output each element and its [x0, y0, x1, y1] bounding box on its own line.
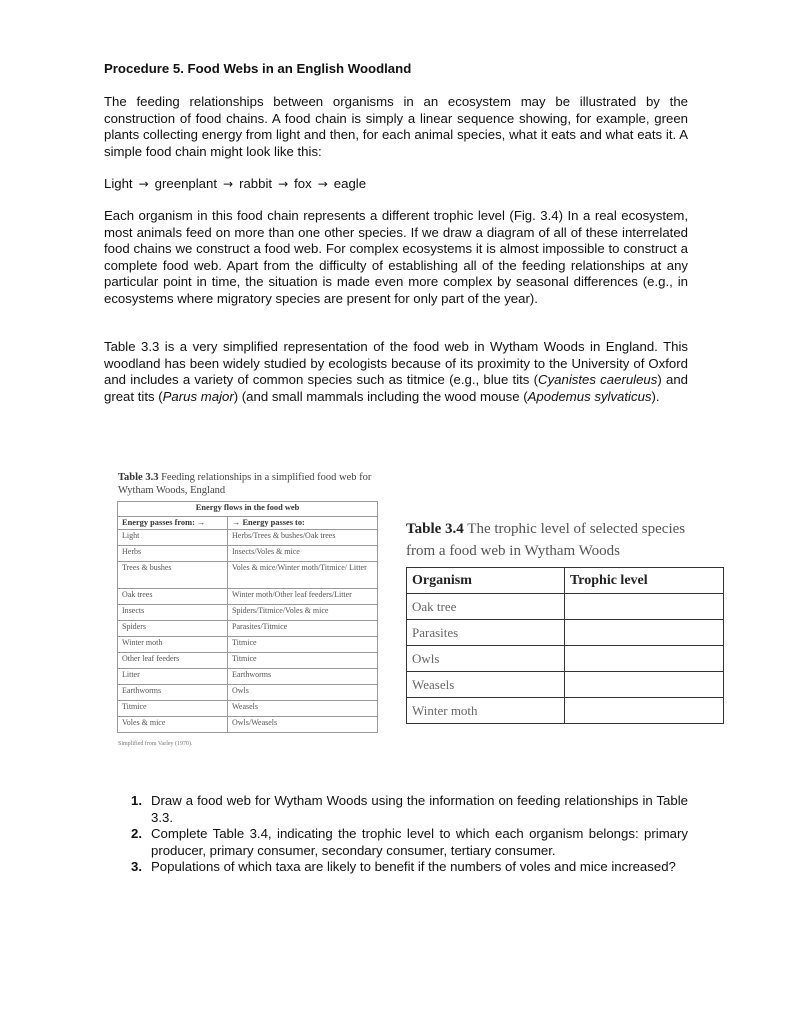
- wytham-paragraph: Table 3.3 is a very simplified representation of the food web in Wytham Woods in England. This woodland has been widely studied by ecologists because of its proximity to the University of Oxford and includes a variety of common species such as titmice (e.g., blue tits (Cyanistes caeruleus) and great tits (Parus major) (and small mammals including the wood mouse (Apodemus sylvaticus).: [104, 339, 689, 404]
- table-row: Oak trees Winter moth/Other leaf feeders/Litter: [118, 589, 378, 605]
- answer-cell[interactable]: [565, 672, 724, 698]
- answer-cell[interactable]: [565, 620, 724, 646]
- table-row: Parasites: [407, 620, 724, 646]
- food-chain-example: [104, 176, 366, 191]
- species-name: Parus major: [162, 388, 234, 404]
- chain-item: greenplant: [154, 176, 217, 191]
- table-row: Herbs Insects/Voles & mice: [118, 546, 378, 562]
- question-list: [104, 793, 688, 876]
- procedure-title: Procedure 5. Food Webs in an English Woodland: [104, 61, 412, 76]
- answer-cell[interactable]: [565, 646, 724, 672]
- arrow-right-icon: →: [223, 176, 234, 191]
- table-row: Light Herbs/Trees & bushes/Oak trees: [118, 530, 378, 546]
- table33-col-from: Energy passes from: →: [118, 517, 228, 530]
- table34-caption: Table 3.4 The trophic level of selected species from a food web in Wytham Woods: [406, 521, 686, 559]
- table-row: Owls: [407, 646, 724, 672]
- arrow-right-icon: →: [278, 176, 289, 191]
- table-row: Winter moth Titmice: [118, 637, 378, 653]
- table-row: Weasels: [407, 672, 724, 698]
- table-row: Oak tree: [407, 594, 724, 620]
- table-row: Winter moth: [407, 698, 724, 724]
- trophic-paragraph: Each organism in this food chain represents a different trophic level (Fig. 3.4) In a real ecosystem, most animals feed on more than one other species. If we draw a diagram of all of these interrelated food chains we construct a food web. For complex ecosystems it is almost impossible to construct a complete food web. Apart from the difficulty of establishing all of the feeding relationships at any particular point in time, the situation is made even more complex by seasonal differences (e.g., in ecosystems where migratory species are present for only part of the year).: [104, 208, 688, 306]
- chain-item: rabbit: [239, 176, 273, 191]
- chain-item: Light: [104, 176, 133, 191]
- table-row: Earthworms Owls: [118, 685, 378, 701]
- table-row: Titmice Weasels: [118, 701, 378, 717]
- table33-span-header: Energy flows in the food web: [118, 502, 378, 517]
- table34: [406, 567, 724, 724]
- table-row: Other leaf feeders Titmice: [118, 653, 378, 669]
- table33-caption: Table 3.3 Feeding relationships in a simplified food web for Wytham Woods, England: [118, 472, 372, 496]
- table-row: Voles & mice Owls/Weasels: [118, 717, 378, 733]
- arrow-right-icon: →: [317, 176, 328, 191]
- table-row: Spiders Parasites/Titmice: [118, 621, 378, 637]
- table-row: Insects Spiders/Titmice/Voles & mice: [118, 605, 378, 621]
- species-name: Apodemus sylvaticus: [527, 388, 652, 404]
- list-item: 2. Complete Table 3.4, indicating the trophic level to which each organism belongs: primary producer, primary consumer, secondary consumer, tertiary consumer.: [131, 826, 688, 858]
- table34-col-trophic-level: Trophic level: [565, 568, 724, 594]
- intro-paragraph: The feeding relationships between organisms in an ecosystem may be illustrated by the construction of food chains. A food chain is simply a linear sequence showing, for example, green plants collecting energy from light and then, for each animal species, what it eats and what eats it. A simple food chain might look like this:: [104, 94, 688, 159]
- answer-cell[interactable]: [565, 594, 724, 620]
- table34-col-organism: Organism: [407, 568, 565, 594]
- list-item: 3. Populations of which taxa are likely to benefit if the numbers of voles and mice increased?: [131, 859, 676, 875]
- species-name: Cyanistes caeruleus: [538, 372, 658, 388]
- list-item: 1. Draw a food web for Wytham Woods using the information on feeding relationships in Table 3.3.: [131, 793, 688, 825]
- table33: [117, 501, 378, 733]
- answer-cell[interactable]: [565, 698, 724, 724]
- chain-item: fox: [294, 176, 312, 191]
- table-row: Trees & bushes Voles & mice/Winter moth/Titmice/ Litter: [118, 562, 378, 589]
- table33-col-to: → Energy passes to:: [228, 517, 378, 530]
- chain-item: eagle: [333, 176, 367, 191]
- arrow-right-icon: →: [138, 176, 149, 191]
- table33-source: Simplified from Varley (1970).: [118, 741, 193, 747]
- table-row: Litter Earthworms: [118, 669, 378, 685]
